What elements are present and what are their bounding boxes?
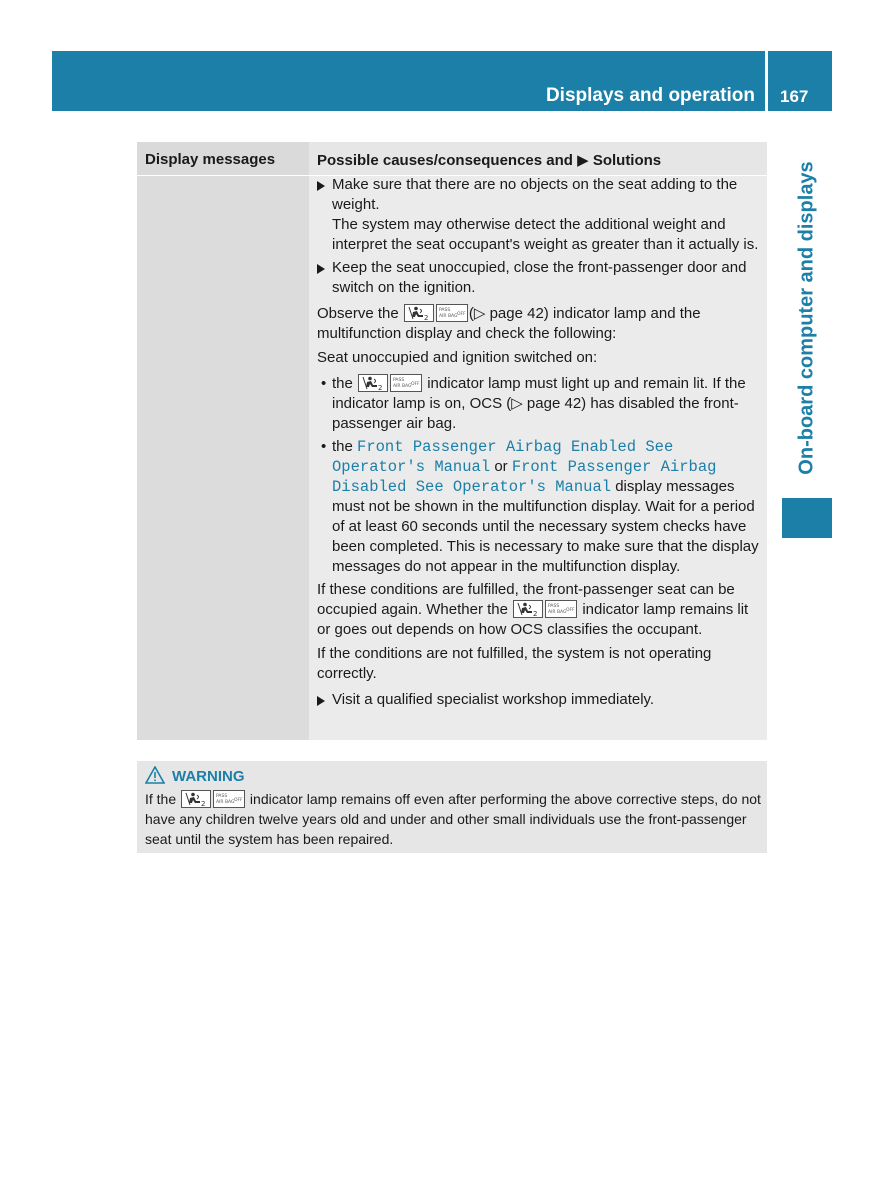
step-text: Make sure that there are no objects on the seat adding to the weight. [332, 176, 738, 213]
step-item [317, 258, 763, 298]
pass-airbag-off-icon [545, 600, 577, 618]
bullet-text: indicator lamp must light up and remain lit. If the indicator lamp is on, OCS (▷ page 42) has disabled the front-passenger air bag. [332, 375, 746, 432]
step-item [317, 175, 763, 255]
paragraph-text: indicator lamp remains lit or goes out depends on how OCS classifies the occupant. [317, 601, 749, 638]
bullet-dot: • [321, 438, 327, 455]
warning-heading [145, 766, 245, 785]
list-item [317, 437, 763, 577]
step-item [317, 690, 763, 710]
list-item [317, 374, 763, 434]
bullet-text: or [494, 458, 508, 475]
header-bar [52, 51, 765, 111]
svg-text:2: 2 [533, 610, 538, 617]
svg-text:PASS: PASS [393, 378, 405, 383]
chapter-title: On-board computer and displays [795, 161, 818, 475]
pass-airbag-off-icon [390, 374, 422, 392]
svg-text:OFF: OFF [234, 798, 243, 803]
step-arrow-icon [317, 696, 325, 706]
page-number-box [768, 51, 832, 111]
table-header-display-messages [137, 142, 309, 176]
table-cell-content [317, 175, 763, 713]
header-label: Display messages [145, 151, 276, 168]
pass-airbag-off-icon [213, 790, 245, 808]
bullet-text: the [332, 438, 353, 455]
display-message-disabled: Front Passenger Airbag Disabled See Operator's Manual [332, 458, 717, 496]
warning-triangle-icon [145, 766, 165, 784]
svg-text:2: 2 [201, 800, 206, 807]
svg-text:AIR BAG: AIR BAG [438, 314, 458, 319]
svg-text:OFF: OFF [566, 608, 575, 613]
pass-airbag-off-icon [436, 304, 468, 322]
warning-text-part: indicator lamp remains off even after performing the above corrective steps, do not have any children twelve years old and under and other small individuals use the front-passenger seat until the system has been repaired. [145, 791, 761, 847]
warning-box [137, 761, 767, 853]
svg-text:PASS: PASS [216, 794, 228, 799]
svg-text:PASS: PASS [438, 308, 451, 313]
section-title: Displays and operation [545, 85, 755, 106]
warning-text [145, 789, 763, 849]
warning-text-part: If the [145, 791, 177, 807]
svg-text:AIR BAG: AIR BAG [216, 800, 235, 805]
observe-text: Observe the [317, 305, 399, 322]
header-label: Possible causes/consequences and ▶ Solutions [317, 152, 662, 169]
not-fulfilled-paragraph: If the conditions are not fulfilled, the system is not operating correctly. [317, 645, 712, 682]
fulfilled-paragraph [317, 580, 763, 640]
airbag-person-icon [513, 600, 543, 618]
table-header-causes [309, 142, 767, 176]
page-number: 167 [780, 87, 809, 106]
step-note: The system may otherwise detect the additional weight and interpret the seat occupant's weight as greater than it actually is. [332, 216, 759, 253]
svg-text:2: 2 [378, 384, 383, 391]
bullet-text: the [332, 375, 353, 392]
airbag-person-icon [181, 790, 211, 808]
observe-paragraph [317, 304, 763, 344]
condition-heading: Seat unoccupied and ignition switched on: [317, 349, 598, 366]
airbag-person-icon [404, 304, 434, 322]
airbag-person-icon [358, 374, 388, 392]
step-text: Visit a qualified specialist workshop immediately. [332, 691, 655, 708]
step-arrow-icon [317, 181, 325, 191]
bullet-dot: • [321, 375, 327, 392]
svg-text:OFF: OFF [411, 382, 420, 387]
display-message-enabled: Front Passenger Airbag Enabled See Operator's Manual [332, 438, 674, 476]
svg-text:OFF: OFF [456, 312, 466, 317]
step-arrow-icon [317, 264, 325, 274]
chapter-side-tab [782, 142, 832, 494]
display-messages-column [137, 142, 309, 740]
bullet-text: display messages must not be shown in the multifunction display. Wait for a period of at least 60 seconds until the necessary system checks have been completed. This is necessary to make sure that the display messages do not appear in the multifunction display. [332, 478, 759, 575]
observe-reference: (▷ page 42) indicator lamp and the multifunction display and check the following: [317, 305, 701, 342]
svg-text:PASS: PASS [548, 604, 560, 609]
paragraph-text: If these conditions are fulfilled, the front-passenger seat can be occupied again. Whether the [317, 581, 735, 618]
step-text: Keep the seat unoccupied, close the front-passenger door and switch on the ignition. [332, 259, 747, 296]
svg-text:AIR BAG: AIR BAG [548, 610, 567, 615]
warning-heading-text: WARNING [172, 768, 245, 785]
svg-text:2: 2 [423, 314, 429, 321]
chapter-marker-block [782, 498, 832, 538]
svg-text:AIR BAG: AIR BAG [393, 384, 412, 389]
